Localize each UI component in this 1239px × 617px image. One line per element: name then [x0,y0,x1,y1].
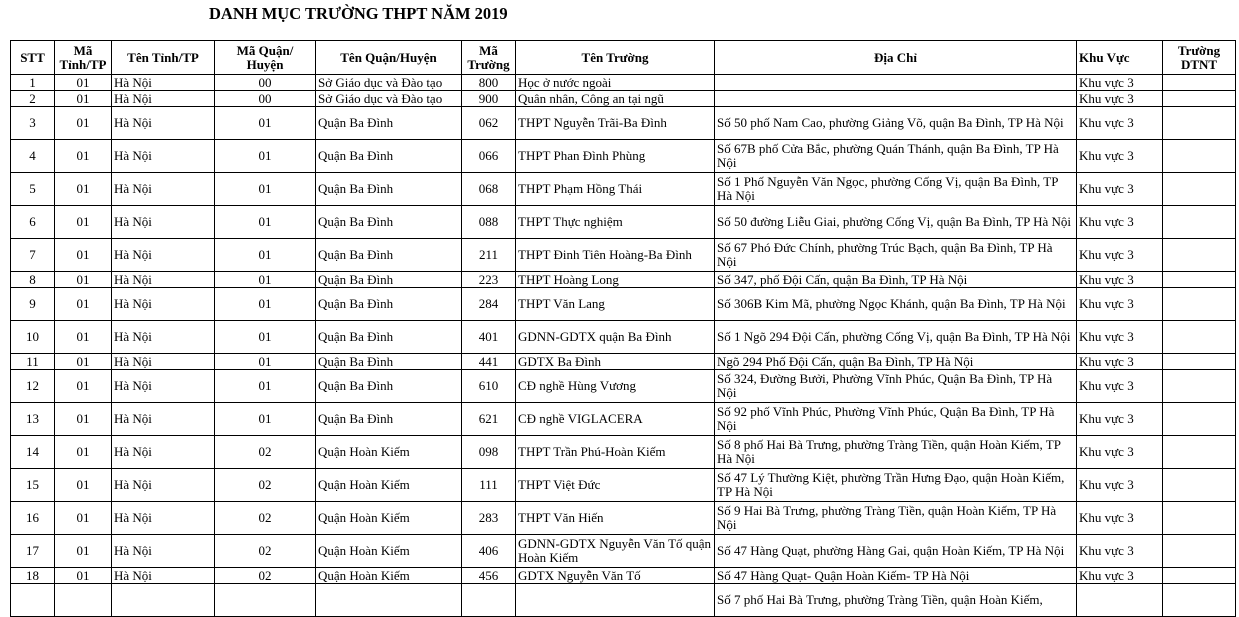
cell-ten-tinh: Hà Nội [112,107,215,140]
cell-stt: 3 [11,107,55,140]
col-header: Mã Quận/ Huyện [215,41,316,75]
cell-ma-tinh: 01 [55,502,112,535]
cell-stt: 6 [11,206,55,239]
cell-ten-truong: THPT Thực nghiệm [516,206,715,239]
cell-ma-tinh: 01 [55,403,112,436]
cell-ma-quan: 01 [215,370,316,403]
cell-khu-vuc: Khu vực 3 [1077,107,1163,140]
cell-dtnt [1163,140,1236,173]
cell-ma-quan [215,584,316,617]
cell-ten-tinh: Hà Nội [112,272,215,288]
cell-ten-quan: Quận Ba Đình [316,140,462,173]
table-row [11,288,1236,321]
cell-stt: 17 [11,535,55,568]
page-title: DANH MỤC TRƯỜNG THPT NĂM 2019 [209,4,508,23]
table-row [11,91,1236,107]
cell-ten-quan: Quận Hoàn Kiếm [316,535,462,568]
cell-ma-quan: 01 [215,107,316,140]
cell-ten-quan: Quận Ba Đình [316,206,462,239]
cell-stt: 9 [11,288,55,321]
cell-ma-truong: 088 [462,206,516,239]
col-header: Mã Tỉnh/TP [55,41,112,75]
cell-ma-tinh: 01 [55,272,112,288]
cell-dia-chi: Số 306B Kim Mã, phường Ngọc Khánh, quận Ba Đình, TP Hà Nội [715,288,1077,321]
cell-dia-chi: Số 47 Lý Thường Kiệt, phường Trần Hưng Đạo, quận Hoàn Kiếm, TP Hà Nội [715,469,1077,502]
cell-ten-tinh: Hà Nội [112,206,215,239]
cell-dtnt [1163,288,1236,321]
cell-ten-tinh: Hà Nội [112,469,215,502]
cell-ten-quan: Sở Giáo dục và Đào tạo [316,75,462,91]
cell-ten-truong: THPT Đinh Tiên Hoàng-Ba Đình [516,239,715,272]
cell-ten-tinh: Hà Nội [112,502,215,535]
cell-dtnt [1163,469,1236,502]
cell-ma-quan: 00 [215,91,316,107]
cell-dia-chi: Số 9 Hai Bà Trưng, phường Tràng Tiền, quận Hoàn Kiếm, TP Hà Nội [715,502,1077,535]
cell-dtnt [1163,436,1236,469]
cell-dtnt [1163,91,1236,107]
cell-ma-truong: 441 [462,354,516,370]
cell-ten-quan: Quận Hoàn Kiếm [316,502,462,535]
cell-dia-chi: Số 1 Phố Nguyễn Văn Ngọc, phường Cống Vị, quận Ba Đình, TP Hà Nội [715,173,1077,206]
cell-khu-vuc: Khu vực 3 [1077,206,1163,239]
cell-dtnt [1163,239,1236,272]
cell-dtnt [1163,272,1236,288]
cell-ma-tinh: 01 [55,206,112,239]
cell-ma-tinh [55,584,112,617]
cell-dia-chi: Số 50 đường Liễu Giai, phường Cống Vị, quận Ba Đình, TP Hà Nội [715,206,1077,239]
header-row [11,41,1236,75]
cell-khu-vuc: Khu vực 3 [1077,502,1163,535]
cell-ma-quan: 02 [215,436,316,469]
cell-ten-quan [316,584,462,617]
cell-ten-truong: GDNN-GDTX Nguyễn Văn Tố quận Hoàn Kiếm [516,535,715,568]
cell-khu-vuc: Khu vực 3 [1077,568,1163,584]
cell-ten-tinh: Hà Nội [112,75,215,91]
cell-ma-quan: 02 [215,568,316,584]
cell-ma-tinh: 01 [55,107,112,140]
cell-dtnt [1163,321,1236,354]
cell-ten-quan: Quận Ba Đình [316,107,462,140]
col-header: Tên Trường [516,41,715,75]
cell-ten-truong: THPT Phan Đình Phùng [516,140,715,173]
cell-khu-vuc: Khu vực 3 [1077,272,1163,288]
cell-ma-quan: 01 [215,354,316,370]
cell-ma-truong: 066 [462,140,516,173]
cell-ma-truong: 456 [462,568,516,584]
cell-ma-quan: 01 [215,239,316,272]
cell-ma-quan: 01 [215,206,316,239]
cell-stt: 12 [11,370,55,403]
cell-khu-vuc: Khu vực 3 [1077,239,1163,272]
cell-stt: 1 [11,75,55,91]
cell-dia-chi: Số 324, Đường Bưởi, Phường Vĩnh Phúc, Quận Ba Đình, TP Hà Nội [715,370,1077,403]
cell-khu-vuc: Khu vực 3 [1077,403,1163,436]
cell-stt: 5 [11,173,55,206]
cell-ma-quan: 01 [215,321,316,354]
cell-ma-tinh: 01 [55,288,112,321]
cell-ten-quan: Quận Ba Đình [316,321,462,354]
cell-ten-truong: THPT Trần Phú-Hoàn Kiếm [516,436,715,469]
cell-dia-chi [715,75,1077,91]
cell-ten-tinh: Hà Nội [112,91,215,107]
cell-ten-quan: Quận Ba Đình [316,354,462,370]
cell-ten-tinh: Hà Nội [112,140,215,173]
cell-ma-truong: 062 [462,107,516,140]
cell-ten-quan: Quận Hoàn Kiếm [316,469,462,502]
cell-stt: 15 [11,469,55,502]
cell-ten-tinh [112,584,215,617]
col-header: Mã Trường [462,41,516,75]
cell-ma-quan: 02 [215,502,316,535]
table-row [11,75,1236,91]
cell-khu-vuc: Khu vực 3 [1077,354,1163,370]
cell-dia-chi: Số 347, phố Đội Cấn, quận Ba Đình, TP Hà Nội [715,272,1077,288]
cell-ten-quan: Quận Ba Đình [316,403,462,436]
cell-stt: 11 [11,354,55,370]
cell-ma-tinh: 01 [55,370,112,403]
cell-ma-tinh: 01 [55,535,112,568]
cell-ma-truong: 223 [462,272,516,288]
cell-ma-truong: 610 [462,370,516,403]
cell-stt: 14 [11,436,55,469]
cell-ten-truong: THPT Văn Hiến [516,502,715,535]
cell-ten-quan: Quận Ba Đình [316,173,462,206]
cell-ten-tinh: Hà Nội [112,354,215,370]
cell-dtnt [1163,107,1236,140]
cell-ma-quan: 01 [215,288,316,321]
cell-stt: 4 [11,140,55,173]
table-row [11,140,1236,173]
cell-ma-truong: 111 [462,469,516,502]
cell-ma-quan: 01 [215,272,316,288]
cell-ten-truong [516,584,715,617]
cell-ten-tinh: Hà Nội [112,239,215,272]
table-row [11,584,1236,617]
cell-ma-truong: 401 [462,321,516,354]
cell-ma-quan: 00 [215,75,316,91]
table-row [11,502,1236,535]
cell-ten-tinh: Hà Nội [112,436,215,469]
cell-ten-tinh: Hà Nội [112,288,215,321]
cell-ma-tinh: 01 [55,321,112,354]
cell-dtnt [1163,535,1236,568]
cell-ma-tinh: 01 [55,140,112,173]
cell-ten-truong: THPT Phạm Hồng Thái [516,173,715,206]
cell-ten-truong: THPT Hoàng Long [516,272,715,288]
cell-ma-truong: 283 [462,502,516,535]
cell-ma-tinh: 01 [55,91,112,107]
cell-ma-tinh: 01 [55,354,112,370]
cell-ten-tinh: Hà Nội [112,535,215,568]
cell-dtnt [1163,403,1236,436]
cell-khu-vuc: Khu vực 3 [1077,173,1163,206]
table-row [11,436,1236,469]
cell-stt: 10 [11,321,55,354]
cell-dia-chi: Số 1 Ngõ 294 Đội Cấn, phường Cống Vị, quận Ba Đình, TP Hà Nội [715,321,1077,354]
cell-ten-truong: THPT Nguyễn Trãi-Ba Đình [516,107,715,140]
table-row [11,173,1236,206]
cell-ma-truong: 068 [462,173,516,206]
table-row [11,469,1236,502]
cell-dtnt [1163,502,1236,535]
col-header: Địa Chỉ [715,41,1077,75]
cell-ma-quan: 02 [215,469,316,502]
col-header: Trường DTNT [1163,41,1236,75]
cell-khu-vuc: Khu vực 3 [1077,436,1163,469]
cell-dia-chi: Số 92 phố Vĩnh Phúc, Phường Vĩnh Phúc, Quận Ba Đình, TP Hà Nội [715,403,1077,436]
cell-ten-truong: THPT Văn Lang [516,288,715,321]
cell-khu-vuc: Khu vực 3 [1077,535,1163,568]
cell-ten-tinh: Hà Nội [112,173,215,206]
school-table [10,40,1236,617]
table-row [11,403,1236,436]
cell-dia-chi [715,91,1077,107]
table-row [11,206,1236,239]
cell-dia-chi: Số 67B phố Cửa Bắc, phường Quán Thánh, quận Ba Đình, TP Hà Nội [715,140,1077,173]
cell-khu-vuc: Khu vực 3 [1077,469,1163,502]
cell-ma-quan: 02 [215,535,316,568]
col-header: Tên Quận/Huyện [316,41,462,75]
cell-khu-vuc: Khu vực 3 [1077,370,1163,403]
cell-stt: 7 [11,239,55,272]
cell-dia-chi: Số 50 phố Nam Cao, phường Giảng Võ, quận Ba Đình, TP Hà Nội [715,107,1077,140]
cell-ten-truong: Quân nhân, Công an tại ngũ [516,91,715,107]
cell-dia-chi: Số 47 Hàng Quạt, phường Hàng Gai, quận Hoàn Kiếm, TP Hà Nội [715,535,1077,568]
cell-ma-quan: 01 [215,173,316,206]
col-header: Tên Tỉnh/TP [112,41,215,75]
cell-ten-quan: Quận Ba Đình [316,288,462,321]
cell-dia-chi: Số 8 phố Hai Bà Trưng, phường Tràng Tiền, quận Hoàn Kiếm, TP Hà Nội [715,436,1077,469]
cell-dtnt [1163,354,1236,370]
col-header: Khu Vực [1077,41,1163,75]
cell-ma-truong: 621 [462,403,516,436]
cell-ten-truong: CĐ nghề VIGLACERA [516,403,715,436]
col-header: STT [11,41,55,75]
cell-ma-truong: 900 [462,91,516,107]
cell-ma-tinh: 01 [55,239,112,272]
cell-ten-tinh: Hà Nội [112,403,215,436]
cell-ma-tinh: 01 [55,75,112,91]
cell-stt: 8 [11,272,55,288]
cell-dia-chi: Số 7 phố Hai Bà Trưng, phường Tràng Tiền, quận Hoàn Kiếm, [715,584,1077,617]
cell-ma-tinh: 01 [55,469,112,502]
cell-dtnt [1163,206,1236,239]
cell-ma-truong: 406 [462,535,516,568]
cell-ten-truong: GDTX Ba Đình [516,354,715,370]
table-row [11,321,1236,354]
cell-ten-quan: Quận Hoàn Kiếm [316,568,462,584]
cell-dia-chi: Ngõ 294 Phố Đội Cấn, quận Ba Đình, TP Hà Nội [715,354,1077,370]
cell-ten-quan: Quận Ba Đình [316,239,462,272]
cell-dia-chi: Số 47 Hàng Quạt- Quận Hoàn Kiếm- TP Hà Nội [715,568,1077,584]
cell-ten-quan: Quận Ba Đình [316,272,462,288]
cell-ma-truong: 284 [462,288,516,321]
cell-ten-truong: THPT Việt Đức [516,469,715,502]
cell-ma-tinh: 01 [55,568,112,584]
cell-ten-truong: Học ở nước ngoài [516,75,715,91]
cell-stt: 2 [11,91,55,107]
cell-ma-truong: 098 [462,436,516,469]
cell-ten-truong: CĐ nghề Hùng Vương [516,370,715,403]
cell-khu-vuc: Khu vực 3 [1077,321,1163,354]
cell-ten-quan: Quận Ba Đình [316,370,462,403]
cell-ma-truong: 211 [462,239,516,272]
table-row [11,107,1236,140]
table-row [11,239,1236,272]
cell-stt [11,584,55,617]
cell-khu-vuc: Khu vực 3 [1077,288,1163,321]
cell-stt: 13 [11,403,55,436]
cell-ten-truong: GDTX Nguyễn Văn Tố [516,568,715,584]
cell-ten-tinh: Hà Nội [112,321,215,354]
cell-stt: 16 [11,502,55,535]
cell-dtnt [1163,370,1236,403]
cell-dtnt [1163,75,1236,91]
cell-ma-tinh: 01 [55,436,112,469]
table-row [11,370,1236,403]
cell-ma-tinh: 01 [55,173,112,206]
cell-ten-quan: Sở Giáo dục và Đào tạo [316,91,462,107]
cell-khu-vuc: Khu vực 3 [1077,75,1163,91]
cell-dtnt [1163,584,1236,617]
cell-dia-chi: Số 67 Phó Đức Chính, phường Trúc Bạch, quận Ba Đình, TP Hà Nội [715,239,1077,272]
cell-khu-vuc: Khu vực 3 [1077,91,1163,107]
cell-ten-truong: GDNN-GDTX quận Ba Đình [516,321,715,354]
table-row [11,535,1236,568]
cell-ten-quan: Quận Hoàn Kiếm [316,436,462,469]
cell-dtnt [1163,568,1236,584]
cell-ma-truong: 800 [462,75,516,91]
cell-ten-tinh: Hà Nội [112,568,215,584]
table-row [11,568,1236,584]
cell-ten-tinh: Hà Nội [112,370,215,403]
cell-ma-quan: 01 [215,140,316,173]
cell-dtnt [1163,173,1236,206]
cell-khu-vuc: Khu vực 3 [1077,140,1163,173]
cell-stt: 18 [11,568,55,584]
table-row [11,272,1236,288]
cell-ma-truong [462,584,516,617]
table-row [11,354,1236,370]
cell-khu-vuc [1077,584,1163,617]
cell-ma-quan: 01 [215,403,316,436]
